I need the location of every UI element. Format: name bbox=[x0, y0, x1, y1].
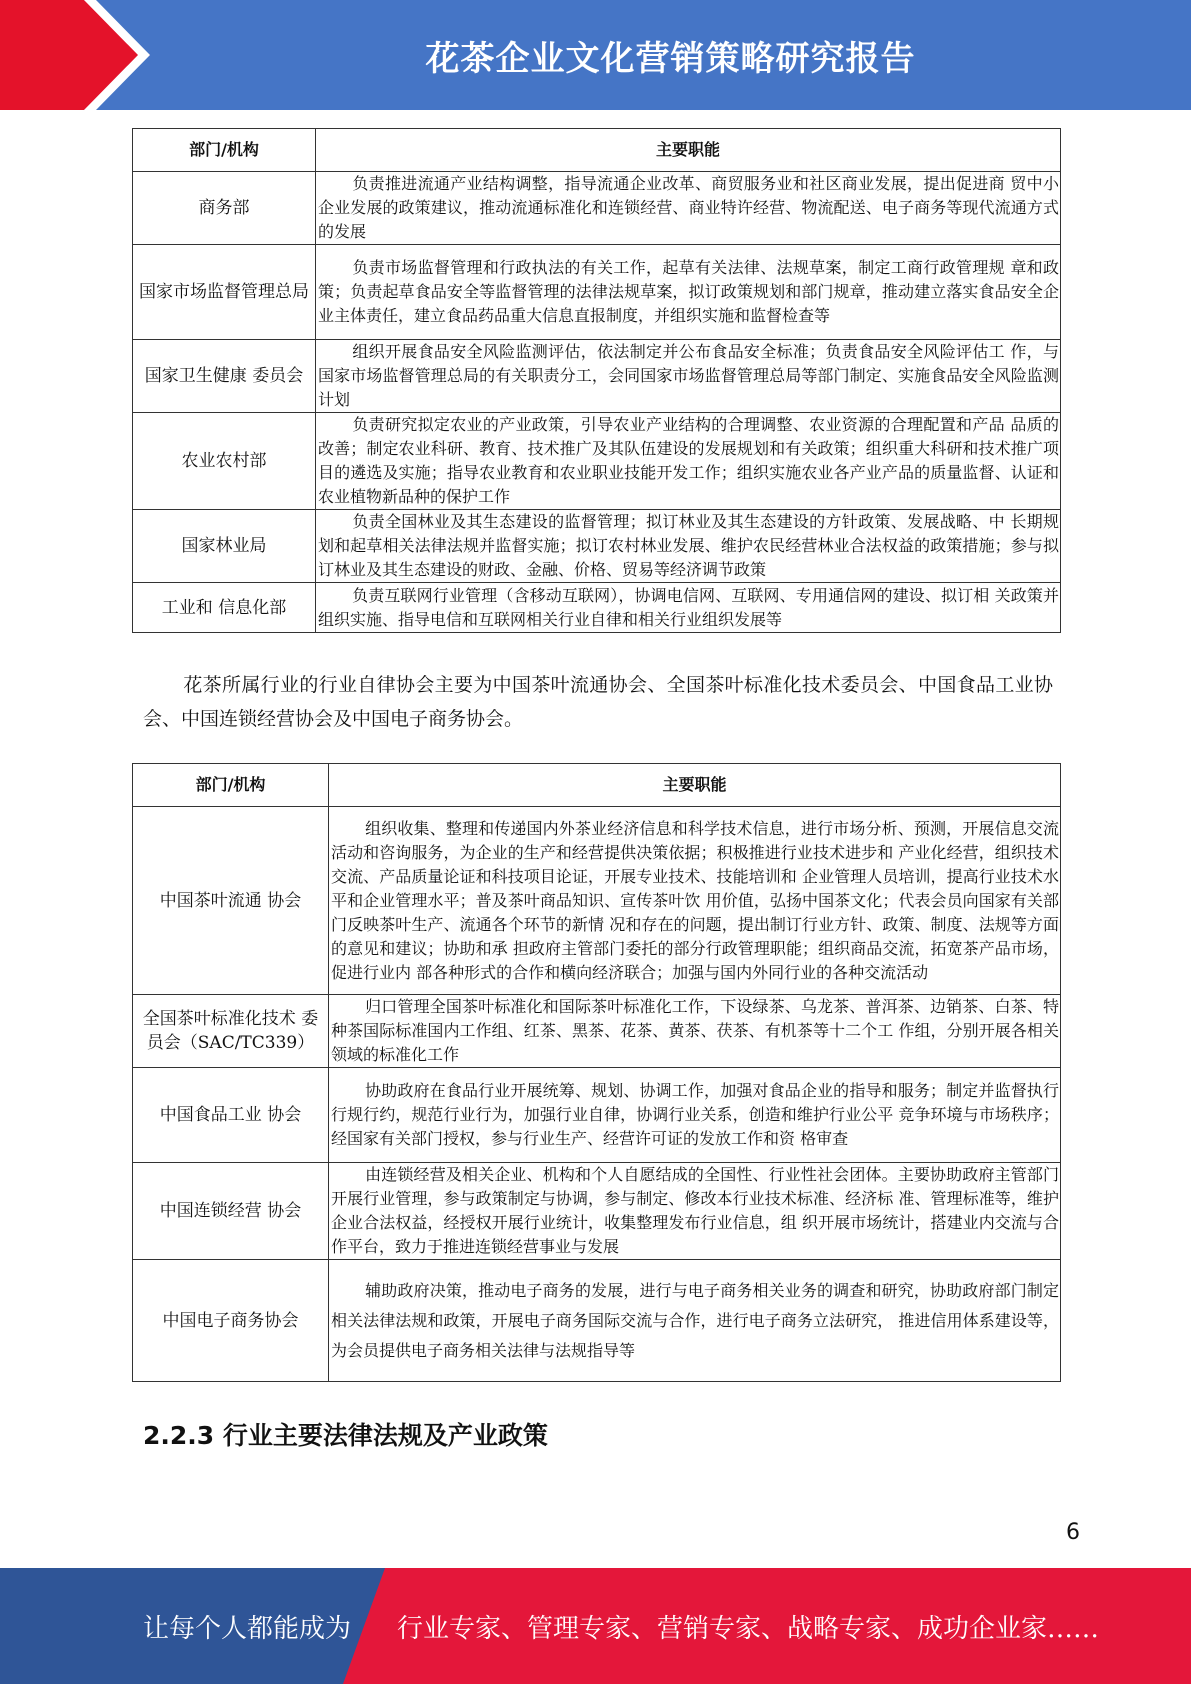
industry-association-paragraph: 花茶所属行业的行业自律协会主要为中国茶叶流通协会、全国茶叶标准化技术委员会、中国食品工业协会、中国连锁经营协会及中国电子商务协会。 bbox=[143, 674, 1053, 730]
table-row bbox=[133, 807, 1061, 995]
table-header-row bbox=[133, 764, 1061, 807]
footer-slogan-right: 行业专家、管理专家、营销专家、战略专家、成功企业家…… bbox=[397, 1613, 1100, 1644]
association-functions: 辅助政府决策，推动电子商务的发展，进行与电子商务相关业务的调查和研究，协助政府部门制定相关法律法规和政策，开展电子商务国际交流与合作，进行电子商务立法研究， 推进信用体系建设等，为会员提供电子商务相关法律与法规指导等 bbox=[329, 1260, 1061, 1382]
column-header-department: 部门/机构 bbox=[133, 129, 316, 172]
column-header-functions: 主要职能 bbox=[329, 764, 1061, 807]
section-heading: 2.2.3 行业主要法律法规及产业政策 bbox=[143, 1421, 548, 1450]
department-functions: 负责研究拟定农业的产业政策，引导农业产业结构的合理调整、农业资源的合理配置和产品 品质的改善；制定农业科研、教育、技术推广及其队伍建设的发展规划和有关政策；组织重大科研和技术推广项目的遴选及实施；指导农业教育和农业职业技能开发工作；组织实施农业各产业产品的质量监督、认证和农业植物新品种的保护工作 bbox=[316, 413, 1061, 510]
department-functions: 负责全国林业及其生态建设的监督管理；拟订林业及其生态建设的方针政策、发展战略、中 长期规划和起草相关法律法规并监督实施；拟订农村林业发展、维护农民经营林业合法权益的政策措施；参与拟订林业及其生态建设的财政、金融、价格、贸易等经济调节政策 bbox=[316, 510, 1061, 583]
footer-banner bbox=[0, 1568, 1191, 1684]
page-number: 6 bbox=[1066, 1520, 1080, 1545]
department-functions: 负责互联网行业管理（含移动互联网），协调电信网、互联网、专用通信网的建设、拟订相 关政策并组织实施、指导电信和互联网相关行业自律和相关行业组织发展等 bbox=[316, 583, 1061, 633]
association-name: 中国食品工业 协会 bbox=[133, 1068, 329, 1163]
association-functions: 协助政府在食品行业开展统筹、规划、协调工作，加强对食品企业的指导和服务；制定并监督执行行规行约，规范行业行为，加强行业自律，协调行业关系，创造和维护行业公平 竞争环境与市场秩序；经国家有关部门授权，参与行业生产、经营许可证的发放工作和资 格审查 bbox=[329, 1068, 1061, 1163]
table-header-row bbox=[133, 129, 1061, 172]
table-row bbox=[133, 583, 1061, 633]
association-name: 中国电子商务协会 bbox=[133, 1260, 329, 1382]
association-functions: 归口管理全国茶叶标准化和国际茶叶标准化工作，下设绿茶、乌龙茶、普洱茶、边销茶、白茶、特种茶国际标准国内工作组、红茶、黑茶、花茶、黄茶、茯茶、有机茶等十二个工 作组，分别开展各相关领域的标准化工作 bbox=[329, 995, 1061, 1068]
department-functions: 负责市场监督管理和行政执法的有关工作，起草有关法律、法规草案，制定工商行政管理规 章和政策；负责起草食品安全等监督管理的法律法规草案，拟订政策规划和部门规章，推动建立落实食品安全企业主体责任，建立食品药品重大信息直报制度，并组织实施和监督检查等 bbox=[316, 245, 1061, 340]
department-name: 国家市场监督管理总局 bbox=[133, 245, 316, 340]
association-functions: 组织收集、整理和传递国内外茶业经济信息和科学技术信息，进行市场分析、预测，开展信息交流活动和咨询服务，为企业的生产和经营提供决策依据；积极推进行业技术进步和 产业化经营，组织技术交流、产品质量论证和科技项目论证，开展专业技术、技能培训和 企业管理人员培训，提高行业技术水平和企业管理水平；普及茶叶商品知识、宣传茶叶饮 用价值，弘扬中国茶文化；代表会员向国家有关部门反映茶叶生产、流通各个环节的新情 况和存在的问题，提出制订行业方针、政策、制度、法规等方面的意见和建议；协助和承 担政府主管部门委托的部分行政管理职能；组织商品交流，拓宽茶产品市场，促进行业内 部各种形式的合作和横向经济联合；加强与国内外同行业的各种交流活动 bbox=[329, 807, 1061, 995]
table-row bbox=[133, 413, 1061, 510]
association-functions: 由连锁经营及相关企业、机构和个人自愿结成的全国性、行业性社会团体。主要协助政府主管部门开展行业管理，参与政策制定与协调，参与制定、修改本行业技术标准、经济标 准、管理标准等，维护企业合法权益，经授权开展行业统计，收集整理发布行业信息，组 织开展市场统计，搭建业内交流与合作平台，致力于推进连锁经营事业与发展 bbox=[329, 1163, 1061, 1260]
table-row bbox=[133, 1068, 1061, 1163]
industry-associations-table bbox=[132, 763, 1061, 1382]
association-name: 全国茶叶标准化技术 委员会（SAC/TC339） bbox=[133, 995, 329, 1068]
department-name: 商务部 bbox=[133, 172, 316, 245]
footer-slogan-left: 让每个人都能成为 bbox=[143, 1613, 352, 1644]
column-header-department: 部门/机构 bbox=[133, 764, 329, 807]
association-name: 中国茶叶流通 协会 bbox=[133, 807, 329, 995]
table-row bbox=[133, 510, 1061, 583]
government-departments-table bbox=[132, 128, 1061, 633]
department-functions: 负责推进流通产业结构调整，指导流通企业改革、商贸服务业和社区商业发展，提出促进商 贸中小企业发展的政策建议，推动流通标准化和连锁经营、商业特许经营、物流配送、电子商务等现代流通方式的发展 bbox=[316, 172, 1061, 245]
header-red-arrow bbox=[0, 0, 150, 110]
column-header-functions: 主要职能 bbox=[316, 129, 1061, 172]
table-row bbox=[133, 1163, 1061, 1260]
table-row bbox=[133, 172, 1061, 245]
department-name: 农业农村部 bbox=[133, 413, 316, 510]
department-name: 工业和 信息化部 bbox=[133, 583, 316, 633]
table-row bbox=[133, 340, 1061, 413]
department-name: 国家林业局 bbox=[133, 510, 316, 583]
report-title: 花茶企业文化营销策略研究报告 bbox=[425, 38, 916, 79]
table-row bbox=[133, 1260, 1061, 1382]
report-header bbox=[0, 0, 1191, 110]
association-name: 中国连锁经营 协会 bbox=[133, 1163, 329, 1260]
table-row bbox=[133, 245, 1061, 340]
department-functions: 组织开展食品安全风险监测评估，依法制定并公布食品安全标准；负责食品安全风险评估工 作，与国家市场监督管理总局的有关职责分工，会同国家市场监督管理总局等部门制定、实施食品安全风险监测计划 bbox=[316, 340, 1061, 413]
table-row bbox=[133, 995, 1061, 1068]
department-name: 国家卫生健康 委员会 bbox=[133, 340, 316, 413]
